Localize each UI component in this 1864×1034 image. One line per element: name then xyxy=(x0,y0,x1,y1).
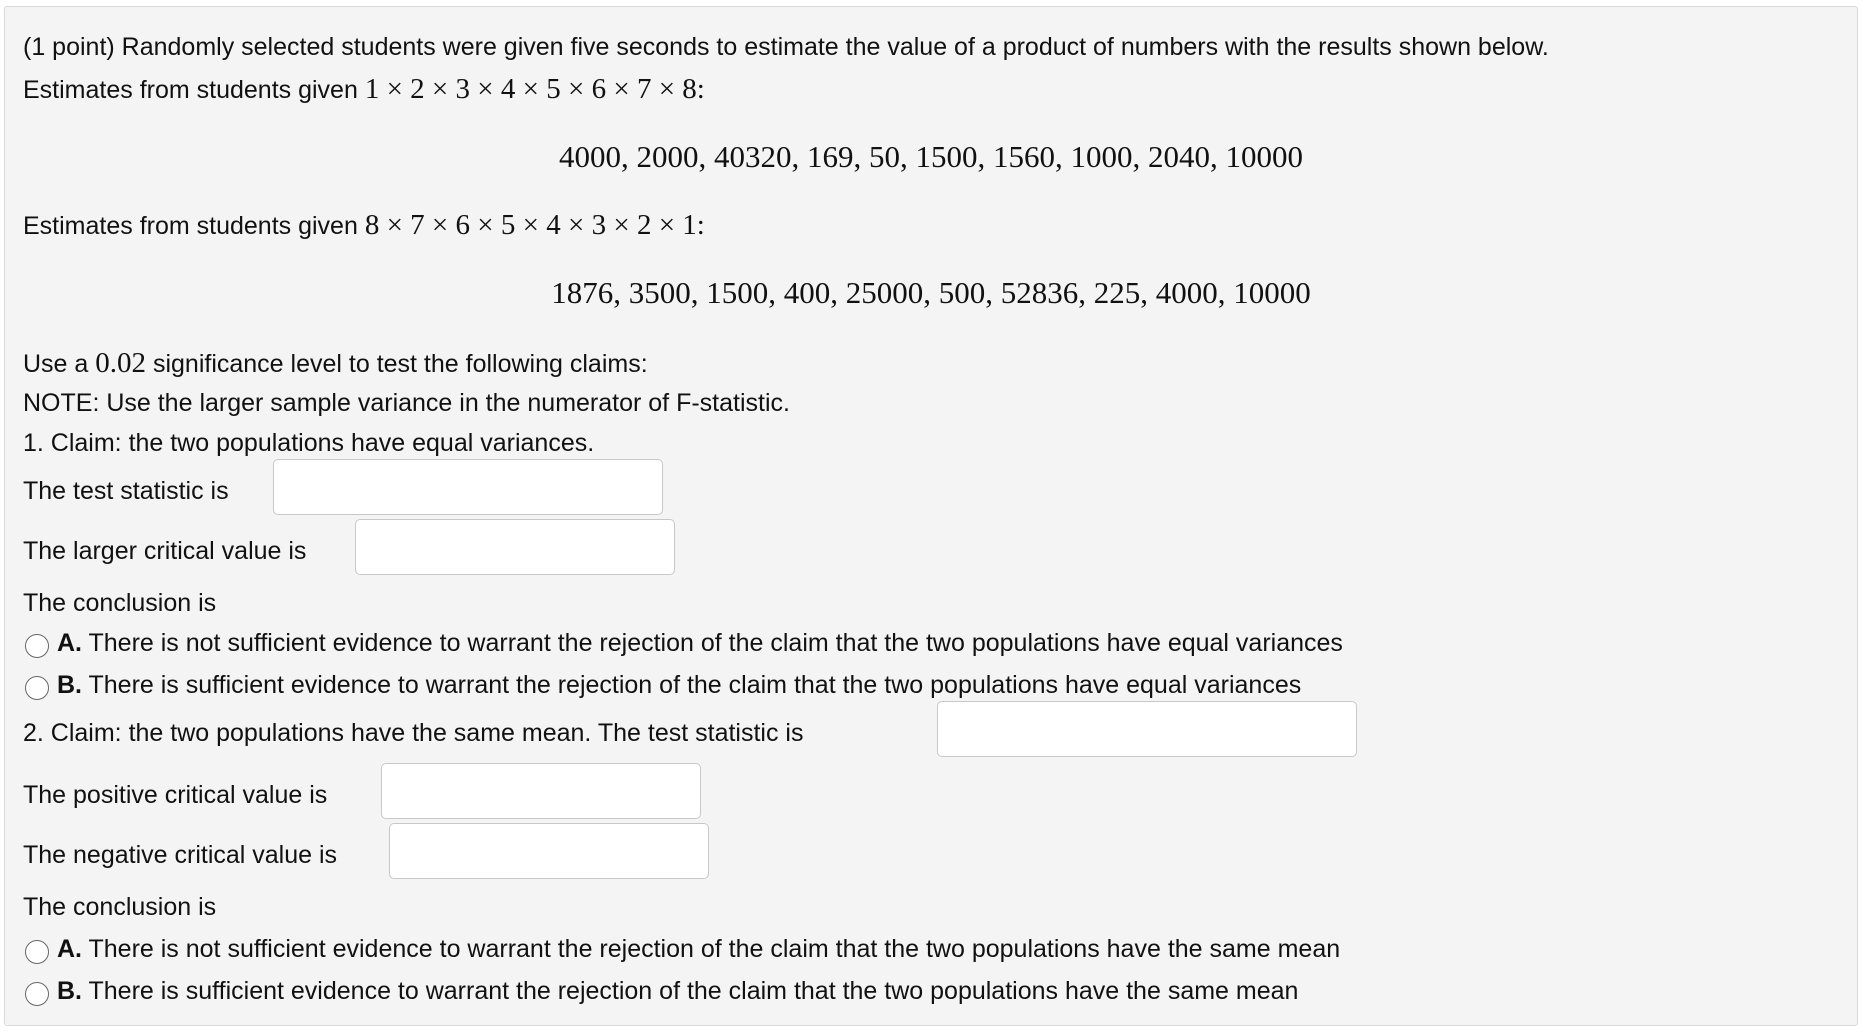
group2-values: 1876, 3500, 1500, 400, 25000, 500, 52836, 225, 4000, 10000 xyxy=(551,275,1311,310)
part2-claim: 2. Claim: the two populations have the same mean. The test statistic is xyxy=(23,719,804,747)
sig-value: 0.02 xyxy=(95,347,147,379)
group2-label xyxy=(23,209,705,242)
part2-option-a[interactable] xyxy=(57,933,1340,965)
part1-test-stat-label: The test statistic is xyxy=(23,477,229,505)
group1-label-text: Estimates from students given xyxy=(23,76,365,104)
part2-option-a-text: There is not sufficient evidence to warrant the rejection of the claim that the two populations have the same mean xyxy=(82,935,1341,963)
group1-values: 4000, 2000, 40320, 169, 50, 1500, 1560, 1000, 2040, 10000 xyxy=(559,139,1303,174)
note-text: NOTE: Use the larger sample variance in the numerator of F-statistic. xyxy=(23,389,790,417)
part1-option-a-letter: A. xyxy=(57,629,82,657)
part2-option-a-letter: A. xyxy=(57,935,82,963)
part2-pos-critical-label: The positive critical value is xyxy=(23,781,328,809)
part1-critical-input[interactable] xyxy=(355,519,675,575)
part1-option-b-letter: B. xyxy=(57,671,82,699)
problem-panel xyxy=(4,6,1858,1026)
problem-intro: (1 point) Randomly selected students were given five seconds to estimate the value of a product of numbers with the results shown below. xyxy=(23,33,1549,61)
part1-test-stat-input[interactable] xyxy=(273,459,663,515)
part2-option-b-text: There is sufficient evidence to warrant the rejection of the claim that the two populations have the same mean xyxy=(82,977,1299,1005)
group1-product: 1 × 2 × 3 × 4 × 5 × 6 × 7 × 8: xyxy=(364,73,705,105)
part1-claim: 1. Claim: the two populations have equal variances. xyxy=(23,429,595,457)
group2-label-text: Estimates from students given xyxy=(23,212,365,240)
part1-option-b-radio[interactable] xyxy=(25,676,49,700)
part2-option-b-letter: B. xyxy=(57,977,82,1005)
part1-critical-label: The larger critical value is xyxy=(23,537,307,565)
part2-conclusion-label: The conclusion is xyxy=(23,893,217,921)
significance-instruction xyxy=(23,347,648,380)
part1-option-b[interactable] xyxy=(57,669,1301,701)
part2-option-a-radio[interactable] xyxy=(25,940,49,964)
part1-option-a[interactable] xyxy=(57,627,1343,659)
part2-neg-critical-label: The negative critical value is xyxy=(23,841,338,869)
sig-post: significance level to test the following claims: xyxy=(146,350,648,378)
group1-label xyxy=(23,73,705,106)
part1-option-a-text: There is not sufficient evidence to warrant the rejection of the claim that the two populations have equal variances xyxy=(82,629,1343,657)
part1-option-b-text: There is sufficient evidence to warrant the rejection of the claim that the two populations have equal variances xyxy=(82,671,1302,699)
sig-pre: Use a xyxy=(23,350,96,378)
group2-product: 8 × 7 × 6 × 5 × 4 × 3 × 2 × 1: xyxy=(364,209,705,241)
part2-test-stat-input[interactable] xyxy=(937,701,1357,757)
part2-neg-critical-input[interactable] xyxy=(389,823,709,879)
part2-option-b[interactable] xyxy=(57,975,1298,1007)
part1-option-a-radio[interactable] xyxy=(25,634,49,658)
part1-conclusion-label: The conclusion is xyxy=(23,589,217,617)
part2-option-b-radio[interactable] xyxy=(25,982,49,1006)
part2-pos-critical-input[interactable] xyxy=(381,763,701,819)
